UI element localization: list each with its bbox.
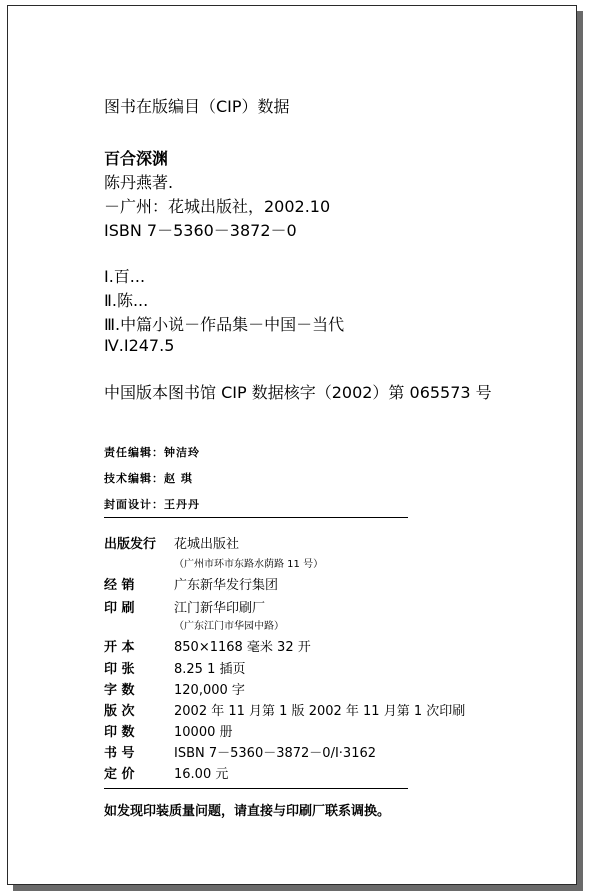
printer-label: 印 刷: [104, 601, 135, 616]
top-divider: [104, 517, 408, 518]
author-line: 陈丹燕著.: [104, 173, 174, 192]
subject-1: Ⅰ.百...: [104, 267, 146, 286]
edition-label: 版 次: [104, 704, 135, 719]
quality-notice: 如发现印装质量问题，请直接与印刷厂联系调换。: [104, 804, 391, 819]
print-run-label: 印 数: [104, 725, 135, 740]
cip-heading: 图书在版编目（CIP）数据: [104, 97, 290, 116]
isbn-line: ISBN 7－5360－3872－0: [104, 221, 297, 240]
distributor-value: 广东新华发行集团: [174, 578, 279, 593]
publisher-label: 出版发行: [104, 537, 157, 552]
subject-2: Ⅱ.陈...: [104, 291, 149, 310]
words-label: 字 数: [104, 683, 135, 698]
words-value: 120,000 字: [174, 683, 245, 698]
cip-record-number: 中国版本图书馆 CIP 数据核字（2002）第 065573 号: [104, 383, 492, 402]
imprint-line: －广州：花城出版社，2002.10: [104, 197, 331, 216]
printer-address: （广东江门市华园中路）: [174, 621, 284, 632]
editor-credit: 责任编辑：钟洁玲: [104, 446, 200, 459]
book-title: 百合深渊: [104, 149, 169, 168]
subject-3: Ⅲ.中篇小说－作品集－中国－当代: [104, 315, 345, 334]
technical-editor-credit: 技术编辑：赵 琪: [104, 472, 193, 485]
format-value: 850×1168 毫米 32 开: [174, 640, 311, 655]
book-number-value: ISBN 7－5360－3872－0/I·3162: [174, 746, 377, 761]
edition-value: 2002 年 11 月第 1 版 2002 年 11 月第 1 次印刷: [174, 704, 466, 719]
publisher-address: （广州市环市东路水荫路 11 号）: [174, 559, 324, 570]
price-label: 定 价: [104, 767, 135, 782]
cover-design-credit: 封面设计：王丹丹: [104, 498, 200, 511]
sheets-label: 印 张: [104, 662, 135, 677]
book-number-label: 书 号: [104, 746, 135, 761]
price-value: 16.00 元: [174, 767, 229, 782]
publisher-value: 花城出版社: [174, 537, 240, 552]
printer-value: 江门新华印刷厂: [174, 601, 266, 616]
subject-4: Ⅳ.I247.5: [104, 336, 175, 355]
bottom-divider: [104, 788, 408, 789]
format-label: 开 本: [104, 640, 135, 655]
sheets-value: 8.25 1 插页: [174, 662, 246, 677]
distributor-label: 经 销: [104, 578, 135, 593]
print-run-value: 10000 册: [174, 725, 233, 740]
